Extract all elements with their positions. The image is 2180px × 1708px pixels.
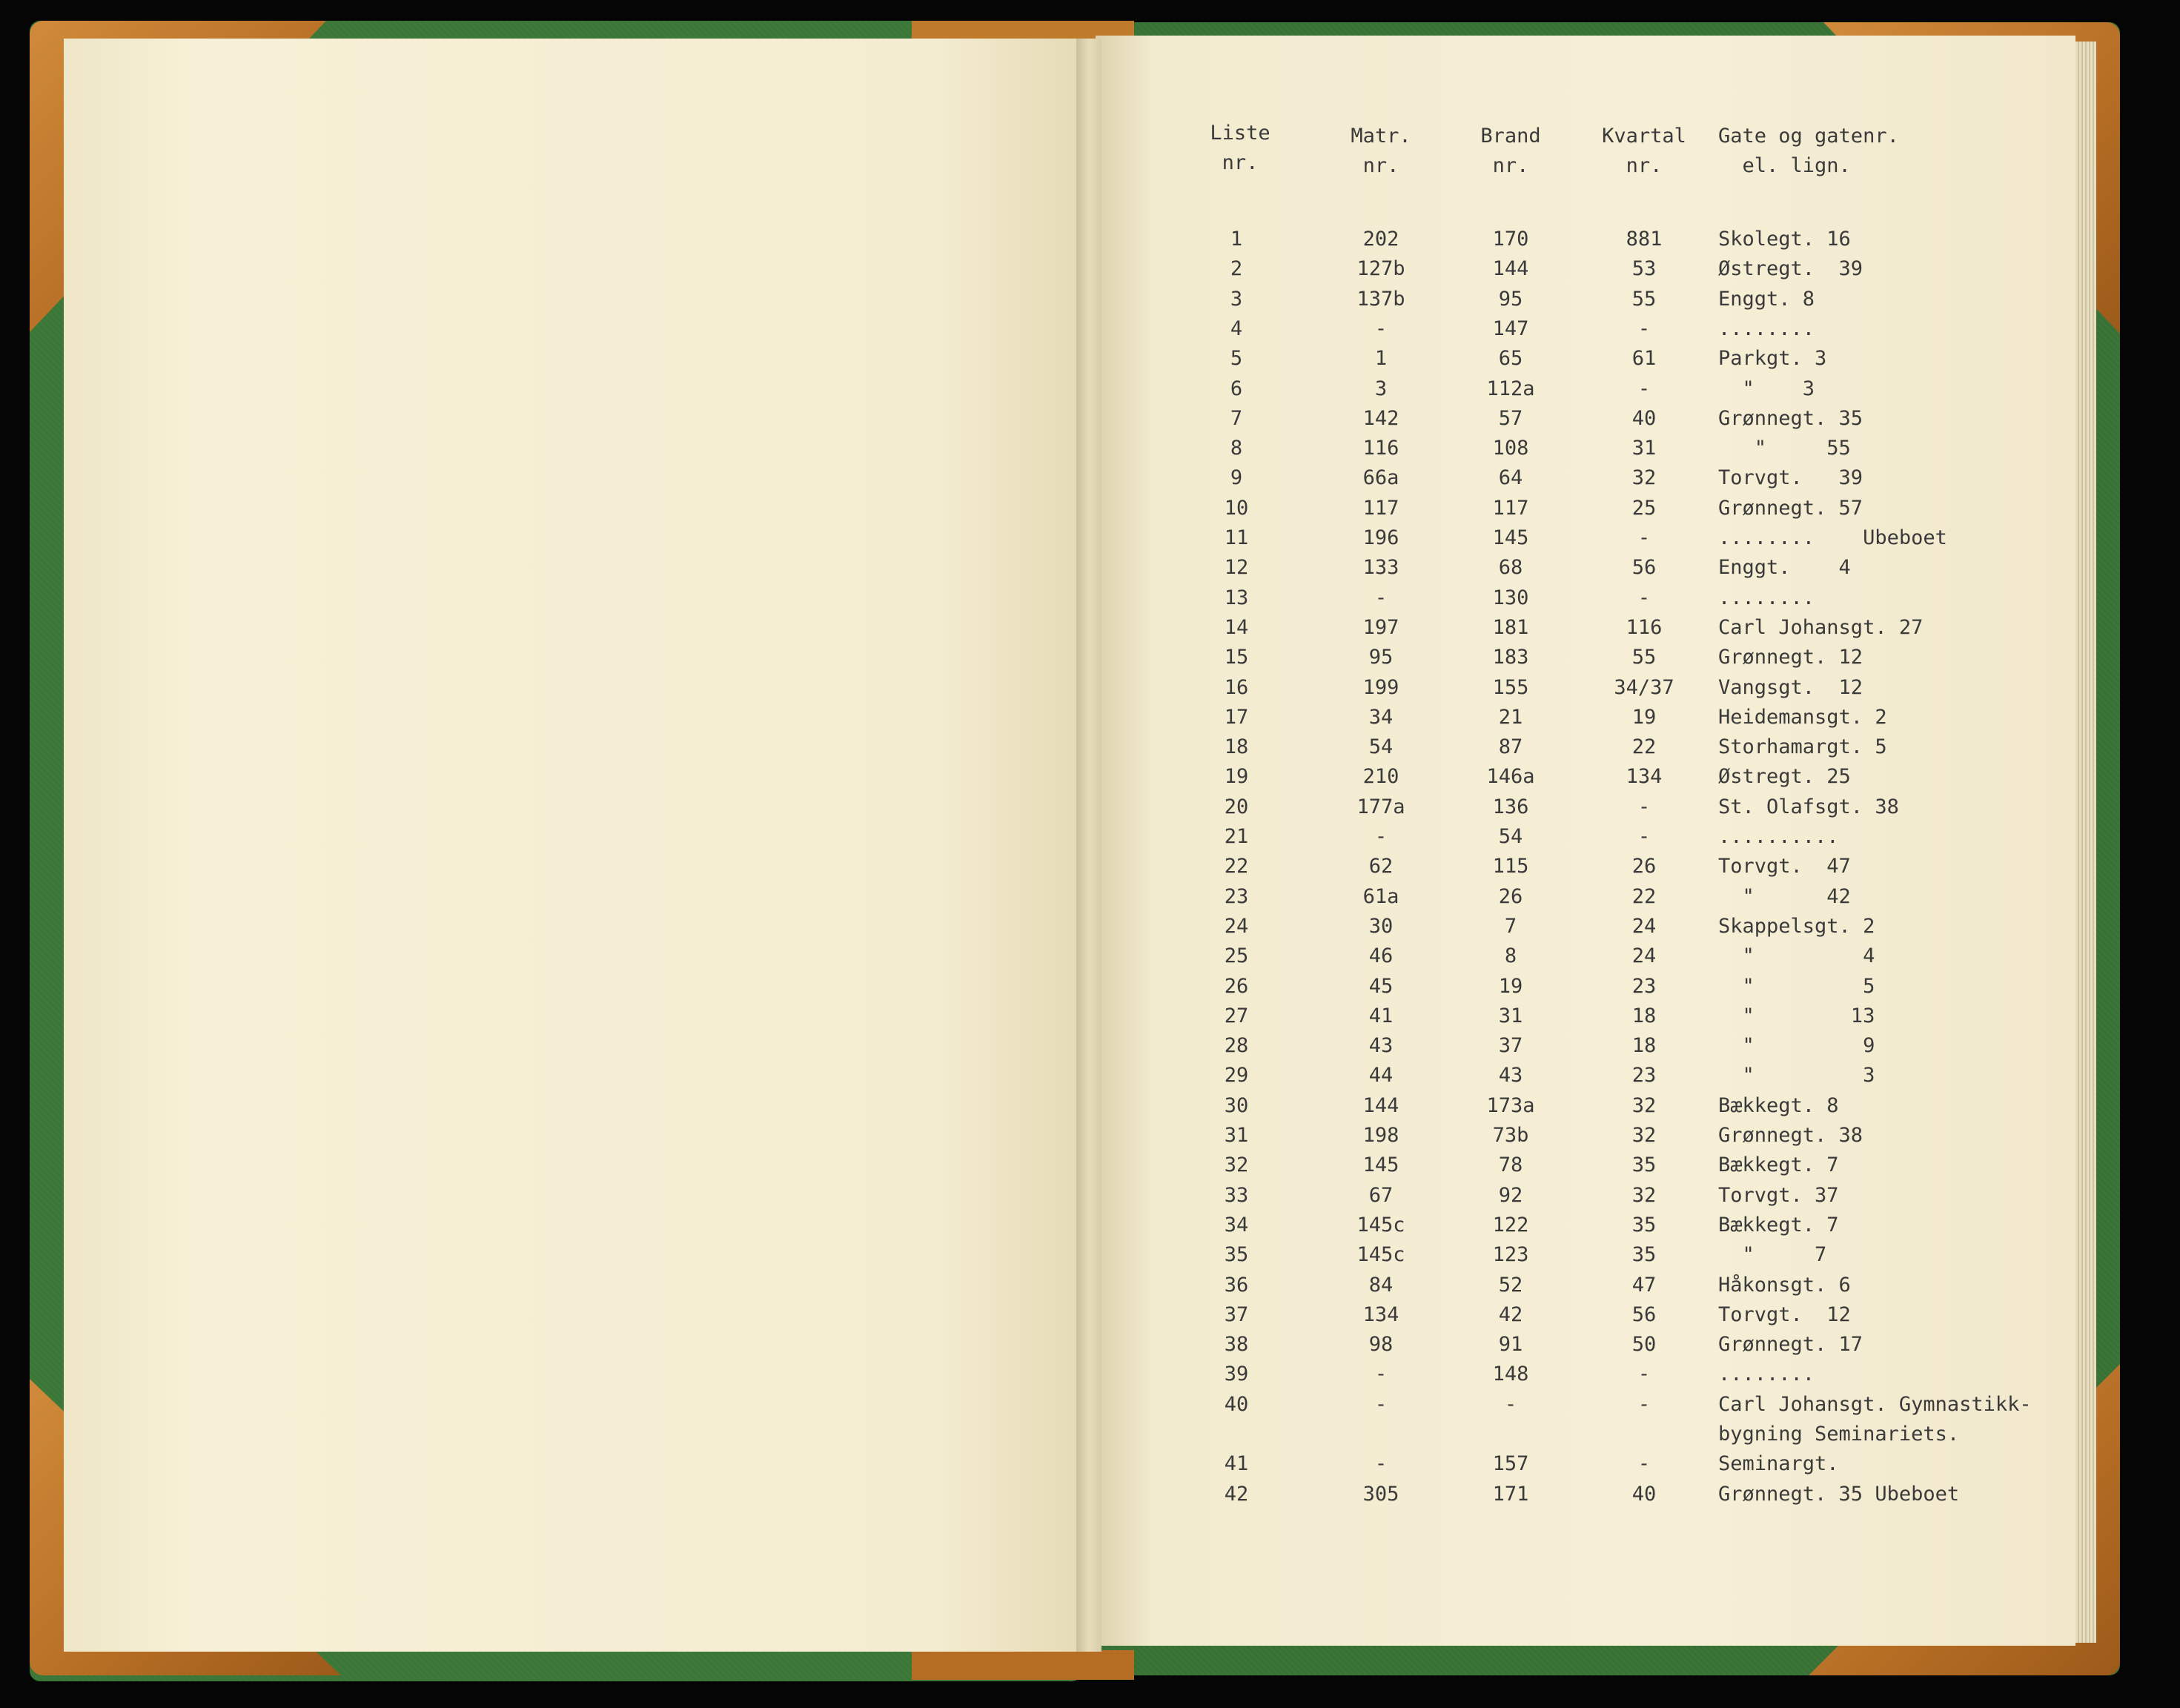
table-row — [1096, 553, 2075, 583]
cell-liste: 39 — [1224, 1363, 1249, 1386]
header-kvartal: Kvartal nr. — [1602, 125, 1686, 177]
cell-kvartal: 116 — [1626, 616, 1663, 639]
table-row — [1096, 1330, 2075, 1360]
cell-liste: 33 — [1224, 1184, 1249, 1207]
table-row — [1096, 374, 2075, 404]
cell-brand: 42 — [1498, 1303, 1523, 1326]
cell-gate: " 4 — [1718, 944, 1875, 967]
cell-brand: 78 — [1498, 1153, 1523, 1176]
cell-liste: 40 — [1224, 1393, 1249, 1416]
cell-brand: 57 — [1498, 407, 1523, 430]
table-row — [1096, 523, 2075, 553]
header-gate: Gate og gatenr. el. lign. — [1718, 125, 1899, 177]
cell-liste: 30 — [1224, 1094, 1249, 1117]
table-row — [1096, 285, 2075, 314]
cell-gate: Heidemansgt. 2 — [1718, 706, 1887, 729]
cell-brand: 87 — [1498, 735, 1523, 758]
cell-gate: " 3 — [1718, 1064, 1875, 1087]
table-row — [1096, 1151, 2075, 1180]
table-row — [1096, 1121, 2075, 1151]
cell-kvartal: 18 — [1631, 1004, 1657, 1027]
cell-kvartal: - — [1637, 1393, 1651, 1416]
cell-brand: 122 — [1492, 1214, 1529, 1237]
cell-liste: 24 — [1224, 915, 1249, 938]
cell-matr: 144 — [1362, 1094, 1399, 1117]
cell-gate: Grønnegt. 12 — [1718, 646, 1863, 669]
table-row — [1096, 673, 2075, 703]
cell-kvartal: 50 — [1631, 1333, 1657, 1356]
table-row — [1096, 1420, 2075, 1449]
cell-liste: 11 — [1224, 526, 1249, 549]
cell-kvartal: 26 — [1631, 855, 1657, 878]
table-row — [1096, 762, 2075, 792]
cell-brand: 183 — [1492, 646, 1529, 669]
cell-matr: 117 — [1362, 497, 1399, 520]
cell-gate: St. Olafsgt. 38 — [1718, 795, 1899, 818]
cell-liste: 6 — [1230, 377, 1243, 400]
cell-liste: 21 — [1224, 825, 1249, 848]
cell-kvartal: 61 — [1631, 347, 1657, 370]
cell-liste: 13 — [1224, 586, 1249, 609]
cell-kvartal: 32 — [1631, 466, 1657, 489]
table-row — [1096, 225, 2075, 254]
cell-liste: 32 — [1224, 1153, 1249, 1176]
cell-matr: - — [1374, 825, 1388, 848]
cell-matr: - — [1374, 586, 1388, 609]
cell-brand: 181 — [1492, 616, 1529, 639]
table-row — [1096, 1271, 2075, 1300]
cell-matr: 61a — [1362, 885, 1399, 908]
cell-matr: 44 — [1368, 1064, 1394, 1087]
cell-gate: " 42 — [1718, 885, 1851, 908]
cell-brand: 52 — [1498, 1274, 1523, 1297]
cell-gate: " 55 — [1718, 437, 1851, 460]
cell-kvartal: - — [1637, 377, 1651, 400]
cell-kvartal: 32 — [1631, 1094, 1657, 1117]
table-row — [1096, 1091, 2075, 1121]
cell-gate: Parkgt. 3 — [1718, 347, 1827, 370]
table-row — [1096, 314, 2075, 344]
cell-kvartal: 34/37 — [1614, 676, 1674, 699]
cell-brand: 21 — [1498, 706, 1523, 729]
cell-matr: 62 — [1368, 855, 1394, 878]
cell-liste: 28 — [1224, 1034, 1249, 1057]
cell-kvartal: 24 — [1631, 944, 1657, 967]
cell-gate: Grønnegt. 38 — [1718, 1124, 1863, 1147]
cell-gate: Storhamargt. 5 — [1718, 735, 1887, 758]
cell-matr: 66a — [1362, 466, 1399, 489]
cell-liste: 27 — [1224, 1004, 1249, 1027]
cell-brand: 144 — [1492, 257, 1529, 280]
table-row — [1096, 643, 2075, 672]
cell-kvartal: 23 — [1631, 975, 1657, 998]
cell-liste: 41 — [1224, 1452, 1249, 1475]
cell-brand: 95 — [1498, 288, 1523, 311]
cell-brand: 26 — [1498, 885, 1523, 908]
cell-liste: 34 — [1224, 1214, 1249, 1237]
cell-liste: 16 — [1224, 676, 1249, 699]
cell-kvartal: 22 — [1631, 735, 1657, 758]
cell-kvartal: - — [1637, 825, 1651, 848]
cell-brand: 171 — [1492, 1483, 1529, 1506]
cell-brand: 157 — [1492, 1452, 1529, 1475]
cell-kvartal: 55 — [1631, 646, 1657, 669]
cell-matr: 137b — [1356, 288, 1405, 311]
table-row — [1096, 1300, 2075, 1330]
cell-gate: Torvgt. 12 — [1718, 1303, 1851, 1326]
cell-kvartal: 19 — [1631, 706, 1657, 729]
cell-kvartal: 35 — [1631, 1243, 1657, 1266]
table-row — [1096, 1211, 2075, 1240]
cell-liste: 36 — [1224, 1274, 1249, 1297]
table-row — [1096, 254, 2075, 284]
cell-kvartal: 18 — [1631, 1034, 1657, 1057]
cell-matr: - — [1374, 1452, 1388, 1475]
left-page-blank — [64, 39, 1081, 1652]
cell-liste: 17 — [1224, 706, 1249, 729]
cell-matr: 3 — [1374, 377, 1388, 400]
cell-liste: 42 — [1224, 1483, 1249, 1506]
cell-brand: 37 — [1498, 1034, 1523, 1057]
cell-liste: 35 — [1224, 1243, 1249, 1266]
table-row — [1096, 494, 2075, 523]
cell-matr: 198 — [1362, 1124, 1399, 1147]
cell-matr: 145c — [1356, 1214, 1405, 1237]
table-row — [1096, 1031, 2075, 1061]
cell-brand: 19 — [1498, 975, 1523, 998]
cell-gate: " 3 — [1718, 377, 1815, 400]
table-row — [1096, 972, 2075, 1002]
cell-gate: Bækkegt. 7 — [1718, 1214, 1839, 1237]
cell-matr: 34 — [1368, 706, 1394, 729]
cell-liste: 29 — [1224, 1064, 1249, 1087]
cell-brand: 54 — [1498, 825, 1523, 848]
table-row — [1096, 404, 2075, 434]
cell-brand: 146a — [1486, 765, 1535, 788]
cell-kvartal: 47 — [1631, 1274, 1657, 1297]
cell-gate: Enggt. 8 — [1718, 288, 1815, 311]
cell-gate: " 5 — [1718, 975, 1875, 998]
cell-kvartal: 35 — [1631, 1214, 1657, 1237]
leather-spine-bottom — [912, 1650, 1134, 1680]
cell-gate: Carl Johansgt. 27 — [1718, 616, 1924, 639]
cell-gate: ........ — [1718, 1363, 1815, 1386]
cell-kvartal: 22 — [1631, 885, 1657, 908]
cell-gate: bygning Seminariets. — [1718, 1423, 1960, 1446]
cell-gate: " 13 — [1718, 1004, 1875, 1027]
cell-matr: - — [1374, 1363, 1388, 1386]
cell-brand: 7 — [1504, 915, 1517, 938]
cell-matr: 43 — [1368, 1034, 1394, 1057]
cell-gate: Bækkegt. 8 — [1718, 1094, 1839, 1117]
cell-kvartal: 134 — [1626, 765, 1663, 788]
table-row — [1096, 852, 2075, 881]
cell-gate: " 7 — [1718, 1243, 1827, 1266]
cell-brand: 170 — [1492, 228, 1529, 251]
cell-matr: 54 — [1368, 735, 1394, 758]
cell-liste: 25 — [1224, 944, 1249, 967]
cell-kvartal: - — [1637, 586, 1651, 609]
cell-matr: 202 — [1362, 228, 1399, 251]
cell-matr: 98 — [1368, 1333, 1394, 1356]
cell-matr: 95 — [1368, 646, 1394, 669]
cell-matr: 67 — [1368, 1184, 1394, 1207]
table-row — [1096, 1002, 2075, 1031]
cell-matr: 127b — [1356, 257, 1405, 280]
cell-kvartal: 40 — [1631, 1483, 1657, 1506]
cell-kvartal: 35 — [1631, 1153, 1657, 1176]
cell-matr: 177a — [1356, 795, 1405, 818]
cell-brand: 145 — [1492, 526, 1529, 549]
cell-kvartal: 55 — [1631, 288, 1657, 311]
cell-matr: 142 — [1362, 407, 1399, 430]
cell-liste: 7 — [1230, 407, 1243, 430]
cell-brand: 117 — [1492, 497, 1529, 520]
table-row — [1096, 1240, 2075, 1270]
cell-gate: Torvgt. 39 — [1718, 466, 1863, 489]
cell-brand: 147 — [1492, 317, 1529, 340]
cell-liste: 2 — [1230, 257, 1243, 280]
cell-liste: 31 — [1224, 1124, 1249, 1147]
cell-kvartal: 25 — [1631, 497, 1657, 520]
cell-liste: 37 — [1224, 1303, 1249, 1326]
table-row — [1096, 1181, 2075, 1211]
cell-matr: 45 — [1368, 975, 1394, 998]
cell-matr: 196 — [1362, 526, 1399, 549]
cell-matr: 84 — [1368, 1274, 1394, 1297]
cell-gate: Grønnegt. 35 Ubeboet — [1718, 1483, 1960, 1506]
cell-liste: 3 — [1230, 288, 1243, 311]
cell-kvartal: 32 — [1631, 1184, 1657, 1207]
cell-gate: " 9 — [1718, 1034, 1875, 1057]
cell-liste: 22 — [1224, 855, 1249, 878]
cell-matr: 116 — [1362, 437, 1399, 460]
table-row — [1096, 941, 2075, 971]
cell-brand: 136 — [1492, 795, 1529, 818]
table-row — [1096, 1061, 2075, 1090]
table-row — [1096, 434, 2075, 463]
cell-matr: 305 — [1362, 1483, 1399, 1506]
cell-gate: Skappelsgt. 2 — [1718, 915, 1875, 938]
cell-brand: 31 — [1498, 1004, 1523, 1027]
table-row — [1096, 882, 2075, 912]
page-edges — [2075, 42, 2096, 1643]
header-matr: Matr. nr. — [1351, 125, 1411, 177]
cell-kvartal: 23 — [1631, 1064, 1657, 1087]
cell-liste: 4 — [1230, 317, 1243, 340]
cell-matr: 199 — [1362, 676, 1399, 699]
cell-matr: 210 — [1362, 765, 1399, 788]
cell-gate: Carl Johansgt. Gymnastikk- — [1718, 1393, 2032, 1416]
cell-gate: Østregt. 39 — [1718, 257, 1863, 280]
cell-brand: 91 — [1498, 1333, 1523, 1356]
cell-kvartal: 56 — [1631, 556, 1657, 579]
cell-matr: 41 — [1368, 1004, 1394, 1027]
cell-matr: 145 — [1362, 1153, 1399, 1176]
cell-gate: ........ Ubeboet — [1718, 526, 1947, 549]
cell-liste: 1 — [1230, 228, 1243, 251]
cell-matr: 30 — [1368, 915, 1394, 938]
table-row — [1096, 613, 2075, 643]
cell-brand: 65 — [1498, 347, 1523, 370]
cell-brand: 64 — [1498, 466, 1523, 489]
cell-matr: 133 — [1362, 556, 1399, 579]
cell-gate: Bækkegt. 7 — [1718, 1153, 1839, 1176]
cell-gate: ........ — [1718, 317, 1815, 340]
cell-kvartal: - — [1637, 526, 1651, 549]
cell-brand: 73b — [1492, 1124, 1529, 1147]
cell-kvartal: - — [1637, 795, 1651, 818]
cell-gate: Torvgt. 37 — [1718, 1184, 1839, 1207]
cell-brand: 92 — [1498, 1184, 1523, 1207]
table-row — [1096, 792, 2075, 822]
cell-liste: 9 — [1230, 466, 1243, 489]
cell-liste: 5 — [1230, 347, 1243, 370]
cell-kvartal: 53 — [1631, 257, 1657, 280]
cell-kvartal: 31 — [1631, 437, 1657, 460]
cell-liste: 26 — [1224, 975, 1249, 998]
cell-matr: 46 — [1368, 944, 1394, 967]
cell-brand: 8 — [1504, 944, 1517, 967]
cell-matr: 197 — [1362, 616, 1399, 639]
table-row — [1096, 732, 2075, 762]
table-row — [1096, 1360, 2075, 1389]
table-row — [1096, 703, 2075, 732]
cell-gate: .......... — [1718, 825, 1839, 848]
cell-brand: - — [1504, 1393, 1517, 1416]
cell-brand: 43 — [1498, 1064, 1523, 1087]
cell-gate: Torvgt. 47 — [1718, 855, 1851, 878]
cell-brand: 112a — [1486, 377, 1535, 400]
cell-liste: 12 — [1224, 556, 1249, 579]
cell-brand: 130 — [1492, 586, 1529, 609]
cell-matr: - — [1374, 317, 1388, 340]
table-row — [1096, 822, 2075, 852]
cell-liste: 15 — [1224, 646, 1249, 669]
cell-brand: 155 — [1492, 676, 1529, 699]
table-row — [1096, 344, 2075, 374]
cell-liste: 23 — [1224, 885, 1249, 908]
cell-liste: 14 — [1224, 616, 1249, 639]
cell-kvartal: - — [1637, 317, 1651, 340]
table-row — [1096, 912, 2075, 941]
cell-gate: Grønnegt. 35 — [1718, 407, 1863, 430]
cell-liste: 20 — [1224, 795, 1249, 818]
cell-gate: Østregt. 25 — [1718, 765, 1851, 788]
cell-kvartal: 40 — [1631, 407, 1657, 430]
cell-liste: 19 — [1224, 765, 1249, 788]
cell-brand: 173a — [1486, 1094, 1535, 1117]
cell-gate: Grønnegt. 17 — [1718, 1333, 1863, 1356]
cell-matr: - — [1374, 1393, 1388, 1416]
cell-brand: 148 — [1492, 1363, 1529, 1386]
cell-kvartal: 56 — [1631, 1303, 1657, 1326]
typed-register-table — [1096, 36, 2075, 1646]
cell-liste: 18 — [1224, 735, 1249, 758]
cell-kvartal: 24 — [1631, 915, 1657, 938]
cell-gate: Enggt. 4 — [1718, 556, 1851, 579]
cell-gate: Vangsgt. 12 — [1718, 676, 1863, 699]
cell-gate: Skolegt. 16 — [1718, 228, 1851, 251]
table-row — [1096, 463, 2075, 493]
cell-brand: 115 — [1492, 855, 1529, 878]
table-row — [1096, 1390, 2075, 1420]
table-row — [1096, 1480, 2075, 1509]
cell-brand: 108 — [1492, 437, 1529, 460]
cell-liste: 8 — [1230, 437, 1243, 460]
cell-gate: ........ — [1718, 586, 1815, 609]
cell-liste: 38 — [1224, 1333, 1249, 1356]
cell-kvartal: - — [1637, 1452, 1651, 1475]
cell-brand: 123 — [1492, 1243, 1529, 1266]
cell-kvartal: - — [1637, 1363, 1651, 1386]
cell-gate: Grønnegt. 57 — [1718, 497, 1863, 520]
cell-liste: 10 — [1224, 497, 1249, 520]
cell-matr: 145c — [1356, 1243, 1405, 1266]
cell-brand: 68 — [1498, 556, 1523, 579]
cell-kvartal: 32 — [1631, 1124, 1657, 1147]
cell-matr: 1 — [1374, 347, 1388, 370]
cell-kvartal: 881 — [1626, 228, 1663, 251]
table-row — [1096, 1449, 2075, 1479]
header-liste: Liste nr. — [1210, 122, 1270, 174]
cell-gate: Håkonsgt. 6 — [1718, 1274, 1851, 1297]
header-brand: Brand nr. — [1480, 125, 1541, 177]
table-row — [1096, 583, 2075, 613]
cell-matr: 134 — [1362, 1303, 1399, 1326]
cell-gate: Seminargt. — [1718, 1452, 1839, 1475]
